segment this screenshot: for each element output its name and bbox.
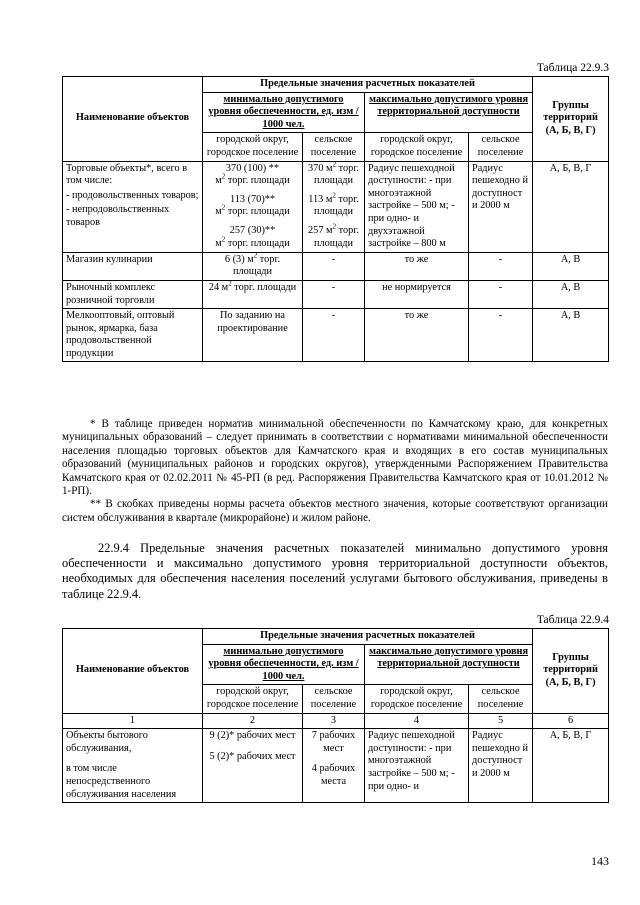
trade-rural-nonfood: 257 $м^2$ торг. площади xyxy=(308,222,359,249)
header-rural-max: сельское поселение xyxy=(469,685,533,713)
table-22-9-3 xyxy=(62,76,609,362)
table-row xyxy=(63,161,609,252)
service-rural-total: 7 рабочих мест xyxy=(311,730,356,754)
trade-name-total: Торговые объекты*, всего в том числе: xyxy=(66,162,188,187)
trade-rural-cell xyxy=(303,161,365,252)
section-paragraph: 22.9.4 Предельные значения расчетных показателей минимально допустимого уровня обеспеченности и максимально допустимого уровня территориальной доступности объектов, необходимых для обеспечения населения поселений услугами бытового обслуживания, приведены в таблице 22.9.4. xyxy=(62,541,608,601)
trade-name-food: - продовольственных товаров; xyxy=(66,189,199,201)
header-urban-min: городской округ, городское поселение xyxy=(203,685,303,713)
row-rural: - xyxy=(303,309,365,362)
column-number: 2 xyxy=(203,713,303,729)
service-groups: А, Б, В, Г xyxy=(533,729,609,803)
row-name: Магазин кулинарии xyxy=(63,252,203,280)
header-min-text: минимально допустимого уровня обеспеченности, ед. изм / 1000 чел. xyxy=(208,93,359,130)
table-row xyxy=(63,729,609,803)
trade-urban-nonfood-unit: $м^2$ торг. площади xyxy=(215,235,290,249)
row-groups: А, В xyxy=(533,309,609,362)
table-22-9-4 xyxy=(62,628,609,803)
header-rural-min: сельское поселение xyxy=(303,685,365,713)
row-max-urban: то же xyxy=(365,252,469,280)
row-max-rural: - xyxy=(469,309,533,362)
trade-groups: А, Б, В, Г xyxy=(533,161,609,252)
header-name: Наименование объектов xyxy=(63,629,203,714)
trade-name-cell xyxy=(63,161,203,252)
header-urban-min: городской округ, городское поселение xyxy=(203,133,303,161)
table-row xyxy=(63,252,609,280)
table-row xyxy=(63,280,609,308)
table-caption: Таблица 22.9.3 xyxy=(536,62,609,74)
header-max xyxy=(365,644,533,685)
row-rural: - xyxy=(303,280,365,308)
footnotes xyxy=(62,418,608,525)
column-number: 6 xyxy=(533,713,609,729)
trade-urban-food: 113 (70)** xyxy=(229,193,276,205)
column-number: 3 xyxy=(303,713,365,729)
service-rural-direct: 4 рабочих места xyxy=(311,763,356,787)
header-urban-max: городской округ, городское поселение xyxy=(365,133,469,161)
footnote-1: * В таблице приведен норматив минимальной обеспеченности по Камчатскому краю, для конкретных муниципальных образований – следует принимать в соответствии с нормативами минимальной обеспеченности населения площадью торговых объектов для Камчатского края и входящих в его состав муниципальных образований (муниципальных районов и городских округов), утвержденными Распоряжением Правительства Камчатского края от 02.02.2011 № 45-РП (в ред. Распоряжения Правительства Камчатского края от 10.01.2012 № 1-РП). xyxy=(62,418,608,498)
row-groups: А, В xyxy=(533,252,609,280)
trade-rural-food: 113 $м^2$ торг. площади xyxy=(308,191,359,218)
header-groups: Группы территорий (А, Б, В, Г) xyxy=(533,629,609,714)
row-rural: - xyxy=(303,252,365,280)
column-number: 1 xyxy=(63,713,203,729)
header-min-text: минимально допустимого уровня обеспеченности, ед. изм / 1000 чел. xyxy=(208,645,359,682)
service-rural-cell xyxy=(303,729,365,803)
header-max xyxy=(365,92,533,133)
header-max-text: максимально допустимого уровня территориальной доступности xyxy=(369,645,529,670)
row-name: Рыночный комплекс розничной торговли xyxy=(63,280,203,308)
column-number: 4 xyxy=(365,713,469,729)
row-name: Мелкооптовый, оптовый рынок, ярмарка, база продовольственной продукции xyxy=(63,309,203,362)
header-groups: Группы территорий (А, Б, В, Г) xyxy=(533,77,609,162)
row-urban: 24 $м^2$ торг. площади xyxy=(203,280,303,308)
trade-max-urban: Радиус пешеходной доступности: - при многоэтажной застройке – 500 м; - при одно- и двухэтажной застройке – 800 м xyxy=(365,161,469,252)
table-caption: Таблица 22.9.4 xyxy=(536,614,609,626)
trade-urban-food-unit: $м^2$ торг. площади xyxy=(215,203,290,218)
service-urban-direct: 5 (2)* рабочих мест xyxy=(209,750,296,762)
row-max-rural: - xyxy=(469,252,533,280)
row-groups: А, В xyxy=(533,280,609,308)
service-max-rural: Радиус пешеходно й доступност и 2000 м xyxy=(469,729,533,803)
row-max-rural: - xyxy=(469,280,533,308)
service-max-urban: Радиус пешеходной доступности: - при многоэтажной застройке – 500 м; - при одно- и xyxy=(365,729,469,803)
header-min xyxy=(203,644,365,685)
row-max-urban: не нормируется xyxy=(365,280,469,308)
header-rural-max: сельское поселение xyxy=(469,133,533,161)
header-limits: Предельные значения расчетных показателей xyxy=(203,77,533,93)
service-name-direct: в том числе непосредственного обслуживания населения xyxy=(66,763,177,800)
table-row xyxy=(63,309,609,362)
column-number: 5 xyxy=(469,713,533,729)
service-name-cell xyxy=(63,729,203,803)
header-name: Наименование объектов xyxy=(63,77,203,162)
service-urban-total: 9 (2)* рабочих мест xyxy=(209,730,296,742)
trade-name-nonfood: - непродовольственных товаров xyxy=(66,204,170,228)
column-numbers-row xyxy=(63,713,609,729)
header-limits: Предельные значения расчетных показателей xyxy=(203,629,533,645)
trade-max-rural: Радиус пешеходно й доступност и 2000 м xyxy=(469,161,533,252)
header-urban-max: городской округ, городское поселение xyxy=(365,685,469,713)
header-rural-min: сельское поселение xyxy=(303,133,365,161)
trade-urban-nonfood: 257 (30)** xyxy=(229,224,276,236)
header-max-text: максимально допустимого уровня территориальной доступности xyxy=(369,93,529,118)
row-max-urban: то же xyxy=(365,309,469,362)
header-min xyxy=(203,92,365,133)
footnote-2: ** В скобках приведены нормы расчета объектов местного значения, которые соответствуют организации систем обслуживания в квартале (микрорайоне) и жилом районе. xyxy=(62,498,608,524)
trade-urban-total: 370 (100) ** xyxy=(225,162,280,174)
row-urban: По заданию на проектирование xyxy=(203,309,303,362)
trade-urban-cell xyxy=(203,161,303,252)
service-urban-cell xyxy=(203,729,303,803)
page-number: 143 xyxy=(591,854,609,868)
trade-urban-total-unit: $м^2$ торг. площади xyxy=(215,172,290,187)
row-urban: 6 (3) $м^2$ торг. площади xyxy=(203,252,303,280)
trade-rural-total: 370 $м^2$ торг. площади xyxy=(308,160,359,187)
service-name-total: Объекты бытового обслуживания, xyxy=(66,730,148,754)
